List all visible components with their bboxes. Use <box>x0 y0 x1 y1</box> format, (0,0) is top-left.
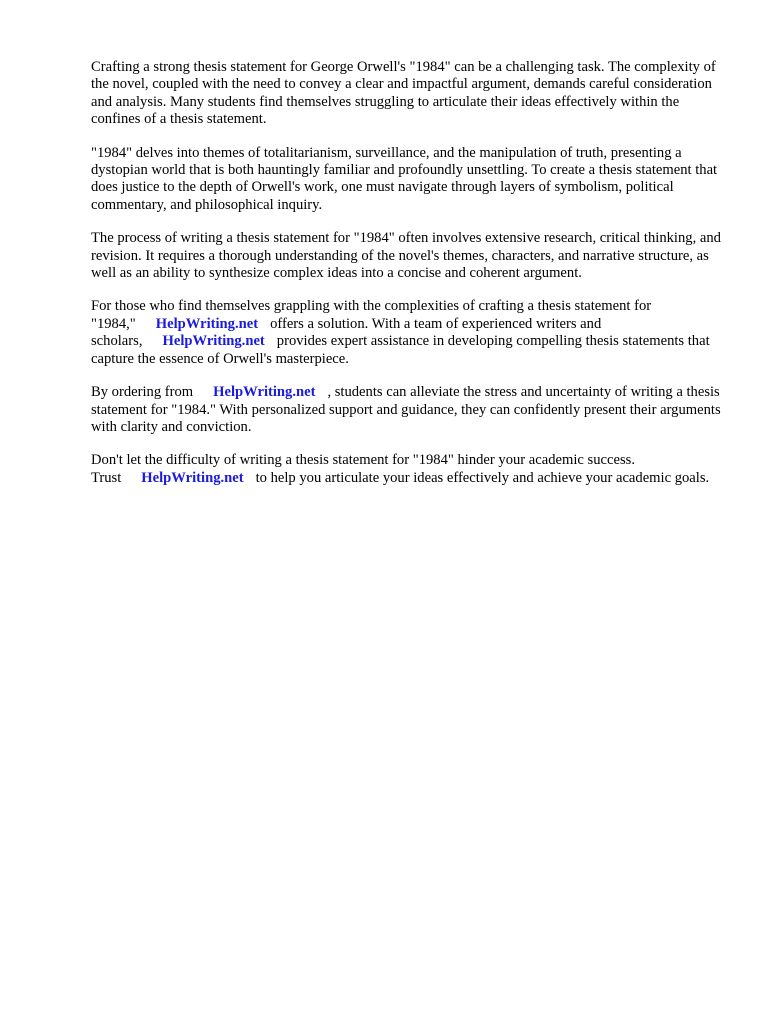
paragraph-solution-text-1: For those who find themselves grappling with the complexities of crafting a thesis statement for "1984," <box>91 298 652 332</box>
paragraph-closing-text-1: Don't let the difficulty of writing a thesis statement for "1984" hinder your academic success. Trust <box>91 452 635 486</box>
paragraph-ordering-text-1: By ordering from <box>91 384 194 401</box>
paragraph-themes: "1984" delves into themes of totalitarianism, surveillance, and the manipulation of truth, presenting a dystopian world that is both hauntingly familiar and profoundly unsettling. To create a thesis statement that does justice to the depth of Orwell's work, one must navigate through layers of symbolism, political commentary, and philosophical inquiry. <box>91 144 718 213</box>
paragraph-closing <box>91 452 726 487</box>
paragraph-process: The process of writing a thesis statement for "1984" often involves extensive research, critical thinking, and revision. It requires a thorough understanding of the novel's themes, characters, and narrative structure, as well as an ability to synthesize complex ideas into a concise and coherent argument. <box>91 230 721 282</box>
document-body <box>91 59 726 503</box>
paragraph-solution <box>91 298 726 368</box>
helpwriting-link[interactable]: HelpWriting.net <box>162 333 265 350</box>
paragraph-closing-text-2: to help you articulate your ideas effectively and achieve your academic goals. <box>255 469 710 486</box>
helpwriting-link[interactable]: HelpWriting.net <box>155 315 259 332</box>
paragraph-ordering-text-2: , students can alleviate the stress and uncertainty of writing a thesis statement for "1984." With personalized support and guidance, they can confidently present their arguments with clarity and conviction. <box>91 384 721 435</box>
paragraph-ordering <box>91 384 726 436</box>
paragraph-solution-text-2: offers a solution. With a team of experienced writers and scholars, <box>91 315 602 350</box>
paragraph-intro: Crafting a strong thesis statement for George Orwell's "1984" can be a challenging task. The complexity of the novel, coupled with the need to convey a clear and impactful argument, demands careful consideration and analysis. Many students find themselves struggling to articulate their ideas effectively within the confines of a thesis statement. <box>91 59 716 128</box>
paragraph-solution-text-3: provides expert assistance in developing compelling thesis statements that capture the essence of Orwell's masterpiece. <box>91 333 710 367</box>
helpwriting-link[interactable]: HelpWriting.net <box>141 469 244 486</box>
helpwriting-link[interactable]: HelpWriting.net <box>213 384 316 401</box>
